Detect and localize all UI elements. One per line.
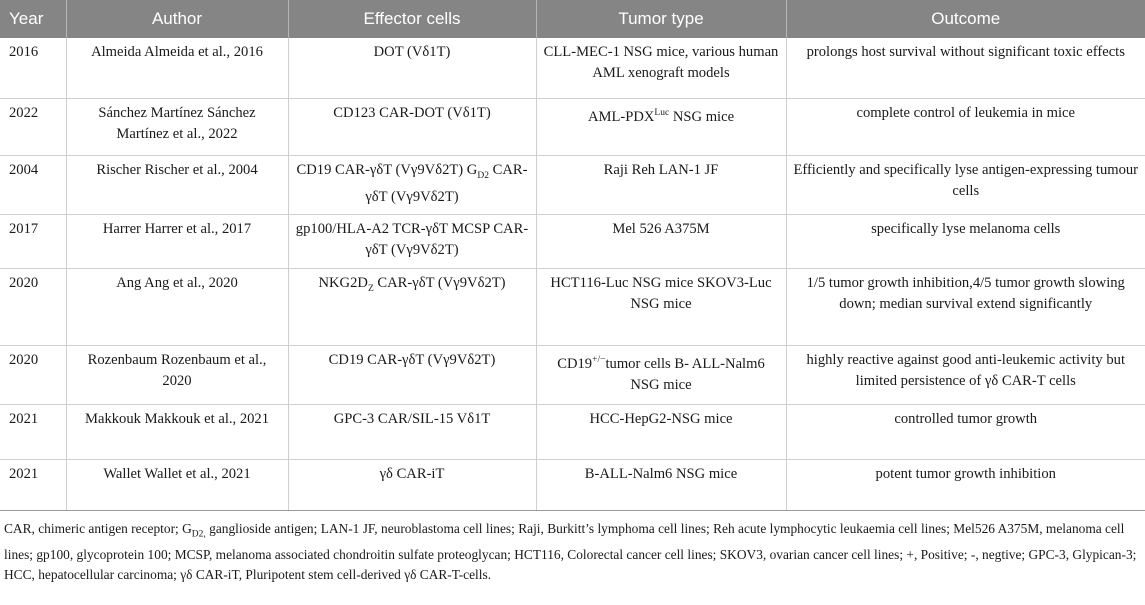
cell-outcome: complete control of leukemia in mice (786, 99, 1145, 156)
table-row (0, 99, 1145, 156)
cell-author: Makkouk Makkouk et al., 2021 (66, 404, 288, 459)
cell-effector (288, 156, 536, 215)
effector-subscript: Z (367, 283, 374, 294)
cell-year: 2016 (0, 38, 66, 99)
table-row (0, 459, 1145, 510)
cell-tumor: HCC-HepG2-NSG mice (536, 404, 786, 459)
table-header (0, 0, 1145, 38)
cell-outcome: prolongs host survival without significant toxic effects (786, 38, 1145, 99)
cell-tumor (536, 99, 786, 156)
cell-author: Wallet Wallet et al., 2021 (66, 459, 288, 510)
table-body (0, 38, 1145, 510)
table-row (0, 404, 1145, 459)
table-footnote (0, 511, 1145, 585)
cell-year: 2020 (0, 268, 66, 345)
header-author: Author (66, 0, 288, 38)
header-outcome: Outcome (786, 0, 1145, 38)
cell-year: 2017 (0, 214, 66, 268)
cell-effector: CD123 CAR-DOT (Vδ1T) (288, 99, 536, 156)
cell-author: Rischer Rischer et al., 2004 (66, 156, 288, 215)
cell-outcome: controlled tumor growth (786, 404, 1145, 459)
cell-outcome: 1/5 tumor growth inhibition,4/5 tumor growth slowing down; median survival extend significantly (786, 268, 1145, 345)
footnote-text: CAR, chimeric antigen receptor; G (4, 520, 192, 536)
effector-subscript: D2 (477, 170, 489, 181)
cell-tumor: CLL-MEC-1 NSG mice, various human AML xenograft models (536, 38, 786, 99)
cell-tumor: Raji Reh LAN-1 JF (536, 156, 786, 215)
table-row (0, 268, 1145, 345)
header-row (0, 0, 1145, 38)
cell-effector (288, 268, 536, 345)
tumor-superscript: +/− (592, 354, 606, 365)
cell-year: 2021 (0, 459, 66, 510)
cell-tumor: Mel 526 A375M (536, 214, 786, 268)
table-row (0, 38, 1145, 99)
cell-tumor: B-ALL-Nalm6 NSG mice (536, 459, 786, 510)
cell-effector: γδ CAR-iT (288, 459, 536, 510)
table-row (0, 345, 1145, 404)
footnote-subscript: D2, (191, 529, 206, 540)
cell-effector: gp100/HLA-A2 TCR-γδT MCSP CAR-γδT (Vγ9Vδ2T) (288, 214, 536, 268)
cell-tumor: HCT116-Luc NSG mice SKOV3-Luc NSG mice (536, 268, 786, 345)
cell-author: Almeida Almeida et al., 2016 (66, 38, 288, 99)
cell-author: Rozenbaum Rozenbaum et al., 2020 (66, 345, 288, 404)
cell-author: Sánchez Martínez Sánchez Martínez et al., 2022 (66, 99, 288, 156)
cell-year: 2022 (0, 99, 66, 156)
table-row (0, 214, 1145, 268)
tumor-text-tail: tumor cells B- ALL-Nalm6 NSG mice (605, 355, 765, 393)
effector-text: NKG2D (318, 274, 368, 291)
tumor-text: CD19 (557, 355, 593, 372)
cell-tumor (536, 345, 786, 404)
cell-year: 2021 (0, 404, 66, 459)
tumor-text: AML-PDX (587, 108, 655, 125)
cell-outcome: highly reactive against good anti-leukemic activity but limited persistence of γδ CAR-T cells (786, 345, 1145, 404)
cell-effector: CD19 CAR-γδT (Vγ9Vδ2T) (288, 345, 536, 404)
cell-outcome: Efficiently and specifically lyse antigen-expressing tumour cells (786, 156, 1145, 215)
header-year: Year (0, 0, 66, 38)
footnote-text-tail: ganglioside antigen; LAN-1 JF, neuroblastoma cell lines; Raji, Burkitt’s lymphoma cell lines; Reh acute lymphocytic leukaemia cell lines; Mel526 A375M, melanoma cell lines; gp100, glycoprotein 100; MCSP, melanoma associated chondroitin sulfate proteoglycan; HCT116, Colorectal cancer cell lines; SKOV3, ovarian cancer cell lines; +, Positive; -, negtive; GPC-3, Glypican-3; HCC, hepatocellular carcinoma; γδ CAR-iT, Pluripotent stem cell-derived γδ CAR-T-cells. (4, 520, 1137, 582)
effector-text: CD19 CAR-γδT (Vγ9Vδ2T) G (296, 162, 478, 178)
effector-text-tail: CAR-γδT (Vγ9Vδ2T) (365, 162, 528, 205)
table-row (0, 156, 1145, 215)
cell-year: 2020 (0, 345, 66, 404)
cell-outcome: potent tumor growth inhibition (786, 459, 1145, 510)
header-tumor-type: Tumor type (536, 0, 786, 38)
cell-author: Harrer Harrer et al., 2017 (66, 214, 288, 268)
tumor-text-tail: NSG mice (669, 108, 735, 125)
cell-effector: DOT (Vδ1T) (288, 38, 536, 99)
tumor-superscript: Luc (654, 108, 670, 118)
cell-outcome: specifically lyse melanoma cells (786, 214, 1145, 268)
header-effector-cells: Effector cells (288, 0, 536, 38)
cell-year: 2004 (0, 156, 66, 215)
cell-author: Ang Ang et al., 2020 (66, 268, 288, 345)
cell-effector: GPC-3 CAR/SIL-15 Vδ1T (288, 404, 536, 459)
effector-text-tail: CAR-γδT (Vγ9Vδ2T) (373, 274, 506, 291)
